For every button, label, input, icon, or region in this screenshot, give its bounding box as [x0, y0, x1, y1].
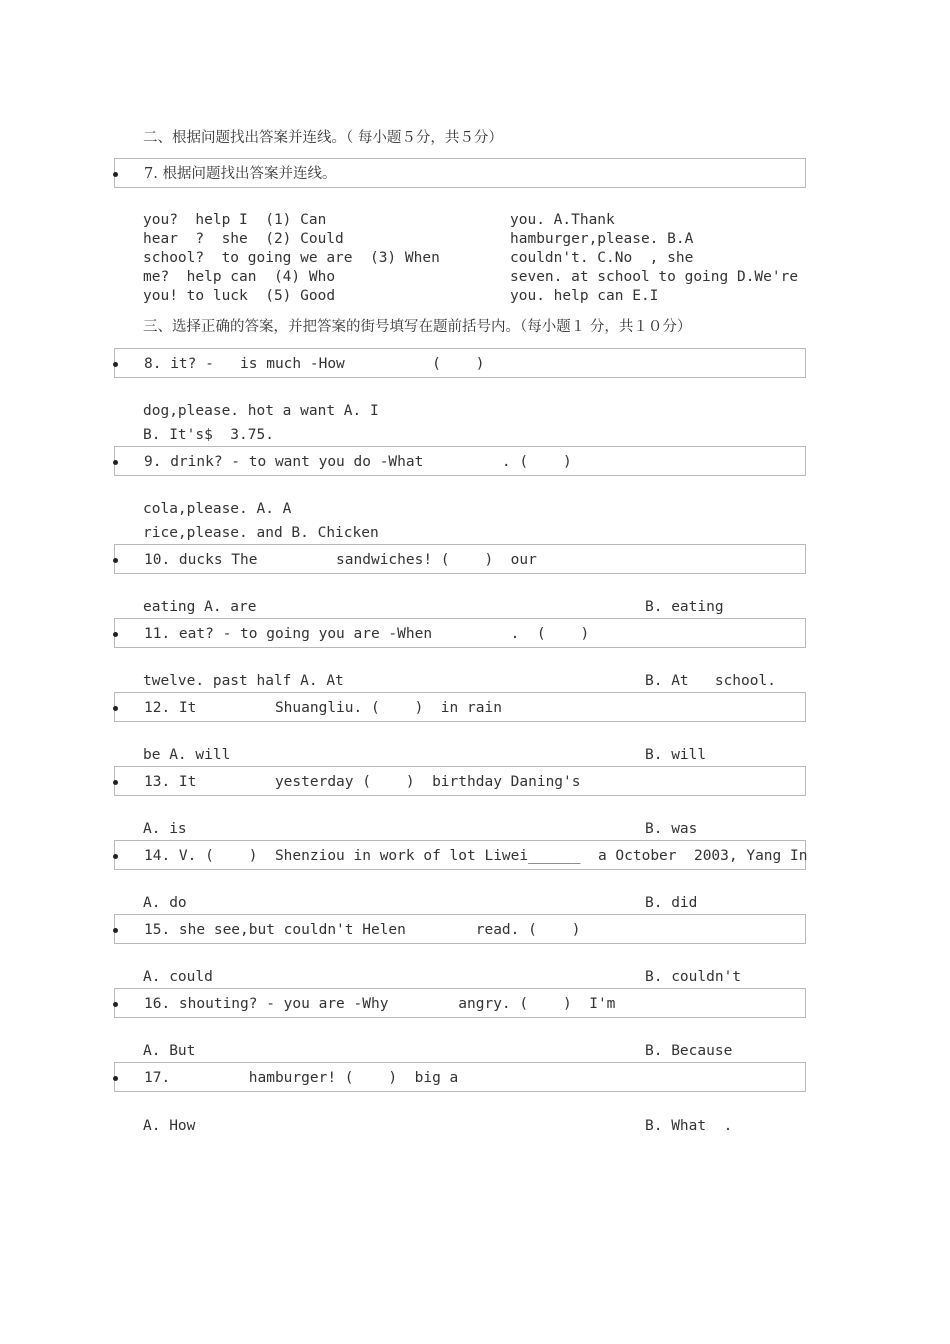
- question-15-option-b: B. couldn't: [645, 969, 742, 985]
- bullet-icon: [113, 1076, 118, 1081]
- question-10-option-b: B. eating: [645, 599, 724, 615]
- question-8-option-b: B. It's$ 3.75.: [143, 427, 274, 443]
- question-15-text: 15. she see,but couldn't Helen read. ( ): [144, 922, 581, 938]
- bullet-icon: [113, 1002, 118, 1007]
- match-left-2: hear ? she (2) Could: [143, 231, 344, 247]
- bullet-icon: [113, 632, 118, 637]
- bullet-icon: [113, 172, 118, 177]
- bullet-icon: [113, 460, 118, 465]
- question-17-option-a: A. How: [143, 1118, 196, 1134]
- question-11-text: 11. eat? - to going you are -When . ( ): [144, 626, 590, 642]
- match-left-3: school? to going we are (3) When: [143, 250, 440, 266]
- bullet-icon: [113, 928, 118, 933]
- question-14-option-a: A. do: [143, 895, 187, 911]
- question-16-box: [114, 988, 806, 1018]
- bullet-icon: [113, 362, 118, 367]
- match-right-5: you. help can E.I: [510, 288, 659, 304]
- match-right-4: seven. at school to going D.We're: [510, 269, 799, 285]
- question-9-option-a: cola,please. A. A: [143, 501, 292, 517]
- question-13-box: [114, 766, 806, 796]
- question-14-text: 14. V. ( ) Shenziou in work of lot Liwei______ a October 2003, Yang In: [144, 848, 808, 864]
- bullet-icon: [113, 780, 118, 785]
- question-13-option-a: A. is: [143, 821, 187, 837]
- question-12-box: [114, 692, 806, 722]
- question-7-text: 7. 根据问题找出答案并连线。: [144, 166, 337, 182]
- question-15-option-a: A. could: [143, 969, 213, 985]
- match-right-3: couldn't. C.No , she: [510, 250, 694, 266]
- question-11-option-a: twelve. past half A. At: [143, 673, 344, 689]
- bullet-icon: [113, 854, 118, 859]
- question-13-option-b: B. was: [645, 821, 698, 837]
- question-16-option-b: B. Because: [645, 1043, 733, 1059]
- question-17-box: [114, 1062, 806, 1092]
- question-12-option-b: B. will: [645, 747, 707, 763]
- question-17-option-b: B. What .: [645, 1118, 733, 1134]
- question-10-box: [114, 544, 806, 574]
- question-8-box: [114, 348, 806, 378]
- question-8-text: 8. it? - is much -How ( ): [144, 356, 485, 372]
- question-14-option-b: B. did: [645, 895, 698, 911]
- question-13-text: 13. It yesterday ( ) birthday Daning's: [144, 774, 581, 790]
- match-right-1: you. A.Thank: [510, 212, 615, 228]
- question-15-box: [114, 914, 806, 944]
- section2-heading: 二、根据问题找出答案并连线。（ 每小题５分，共５分）: [143, 130, 503, 146]
- question-11-option-b: B. At school.: [645, 673, 776, 689]
- match-left-5: you! to luck (5) Good: [143, 288, 336, 304]
- question-14-box: [114, 840, 806, 870]
- question-12-text: 12. It Shuangliu. ( ) in rain: [144, 700, 502, 716]
- question-12-option-a: be A. will: [143, 747, 231, 763]
- question-7-box: [114, 158, 806, 188]
- match-left-1: you? help I (1) Can: [143, 212, 327, 228]
- question-8-option-a: dog,please. hot a want A. I: [143, 403, 379, 419]
- question-16-option-a: A. But: [143, 1043, 196, 1059]
- bullet-icon: [113, 706, 118, 711]
- section3-heading: 三、选择正确的答案，并把答案的街号填写在题前括号内。（每小题１ 分，共１０分）: [143, 319, 692, 335]
- question-9-box: [114, 446, 806, 476]
- question-9-option-b: rice,please. and B. Chicken: [143, 525, 379, 541]
- question-17-text: 17. hamburger! ( ) big a: [144, 1070, 459, 1086]
- bullet-icon: [113, 558, 118, 563]
- match-right-2: hamburger,please. B.A: [510, 231, 694, 247]
- question-10-text: 10. ducks The sandwiches! ( ) our: [144, 552, 537, 568]
- question-16-text: 16. shouting? - you are -Why angry. ( ) I'm: [144, 996, 616, 1012]
- question-9-text: 9. drink? - to want you do -What . ( ): [144, 454, 572, 470]
- question-11-box: [114, 618, 806, 648]
- match-left-4: me? help can (4) Who: [143, 269, 336, 285]
- question-10-option-a: eating A. are: [143, 599, 257, 615]
